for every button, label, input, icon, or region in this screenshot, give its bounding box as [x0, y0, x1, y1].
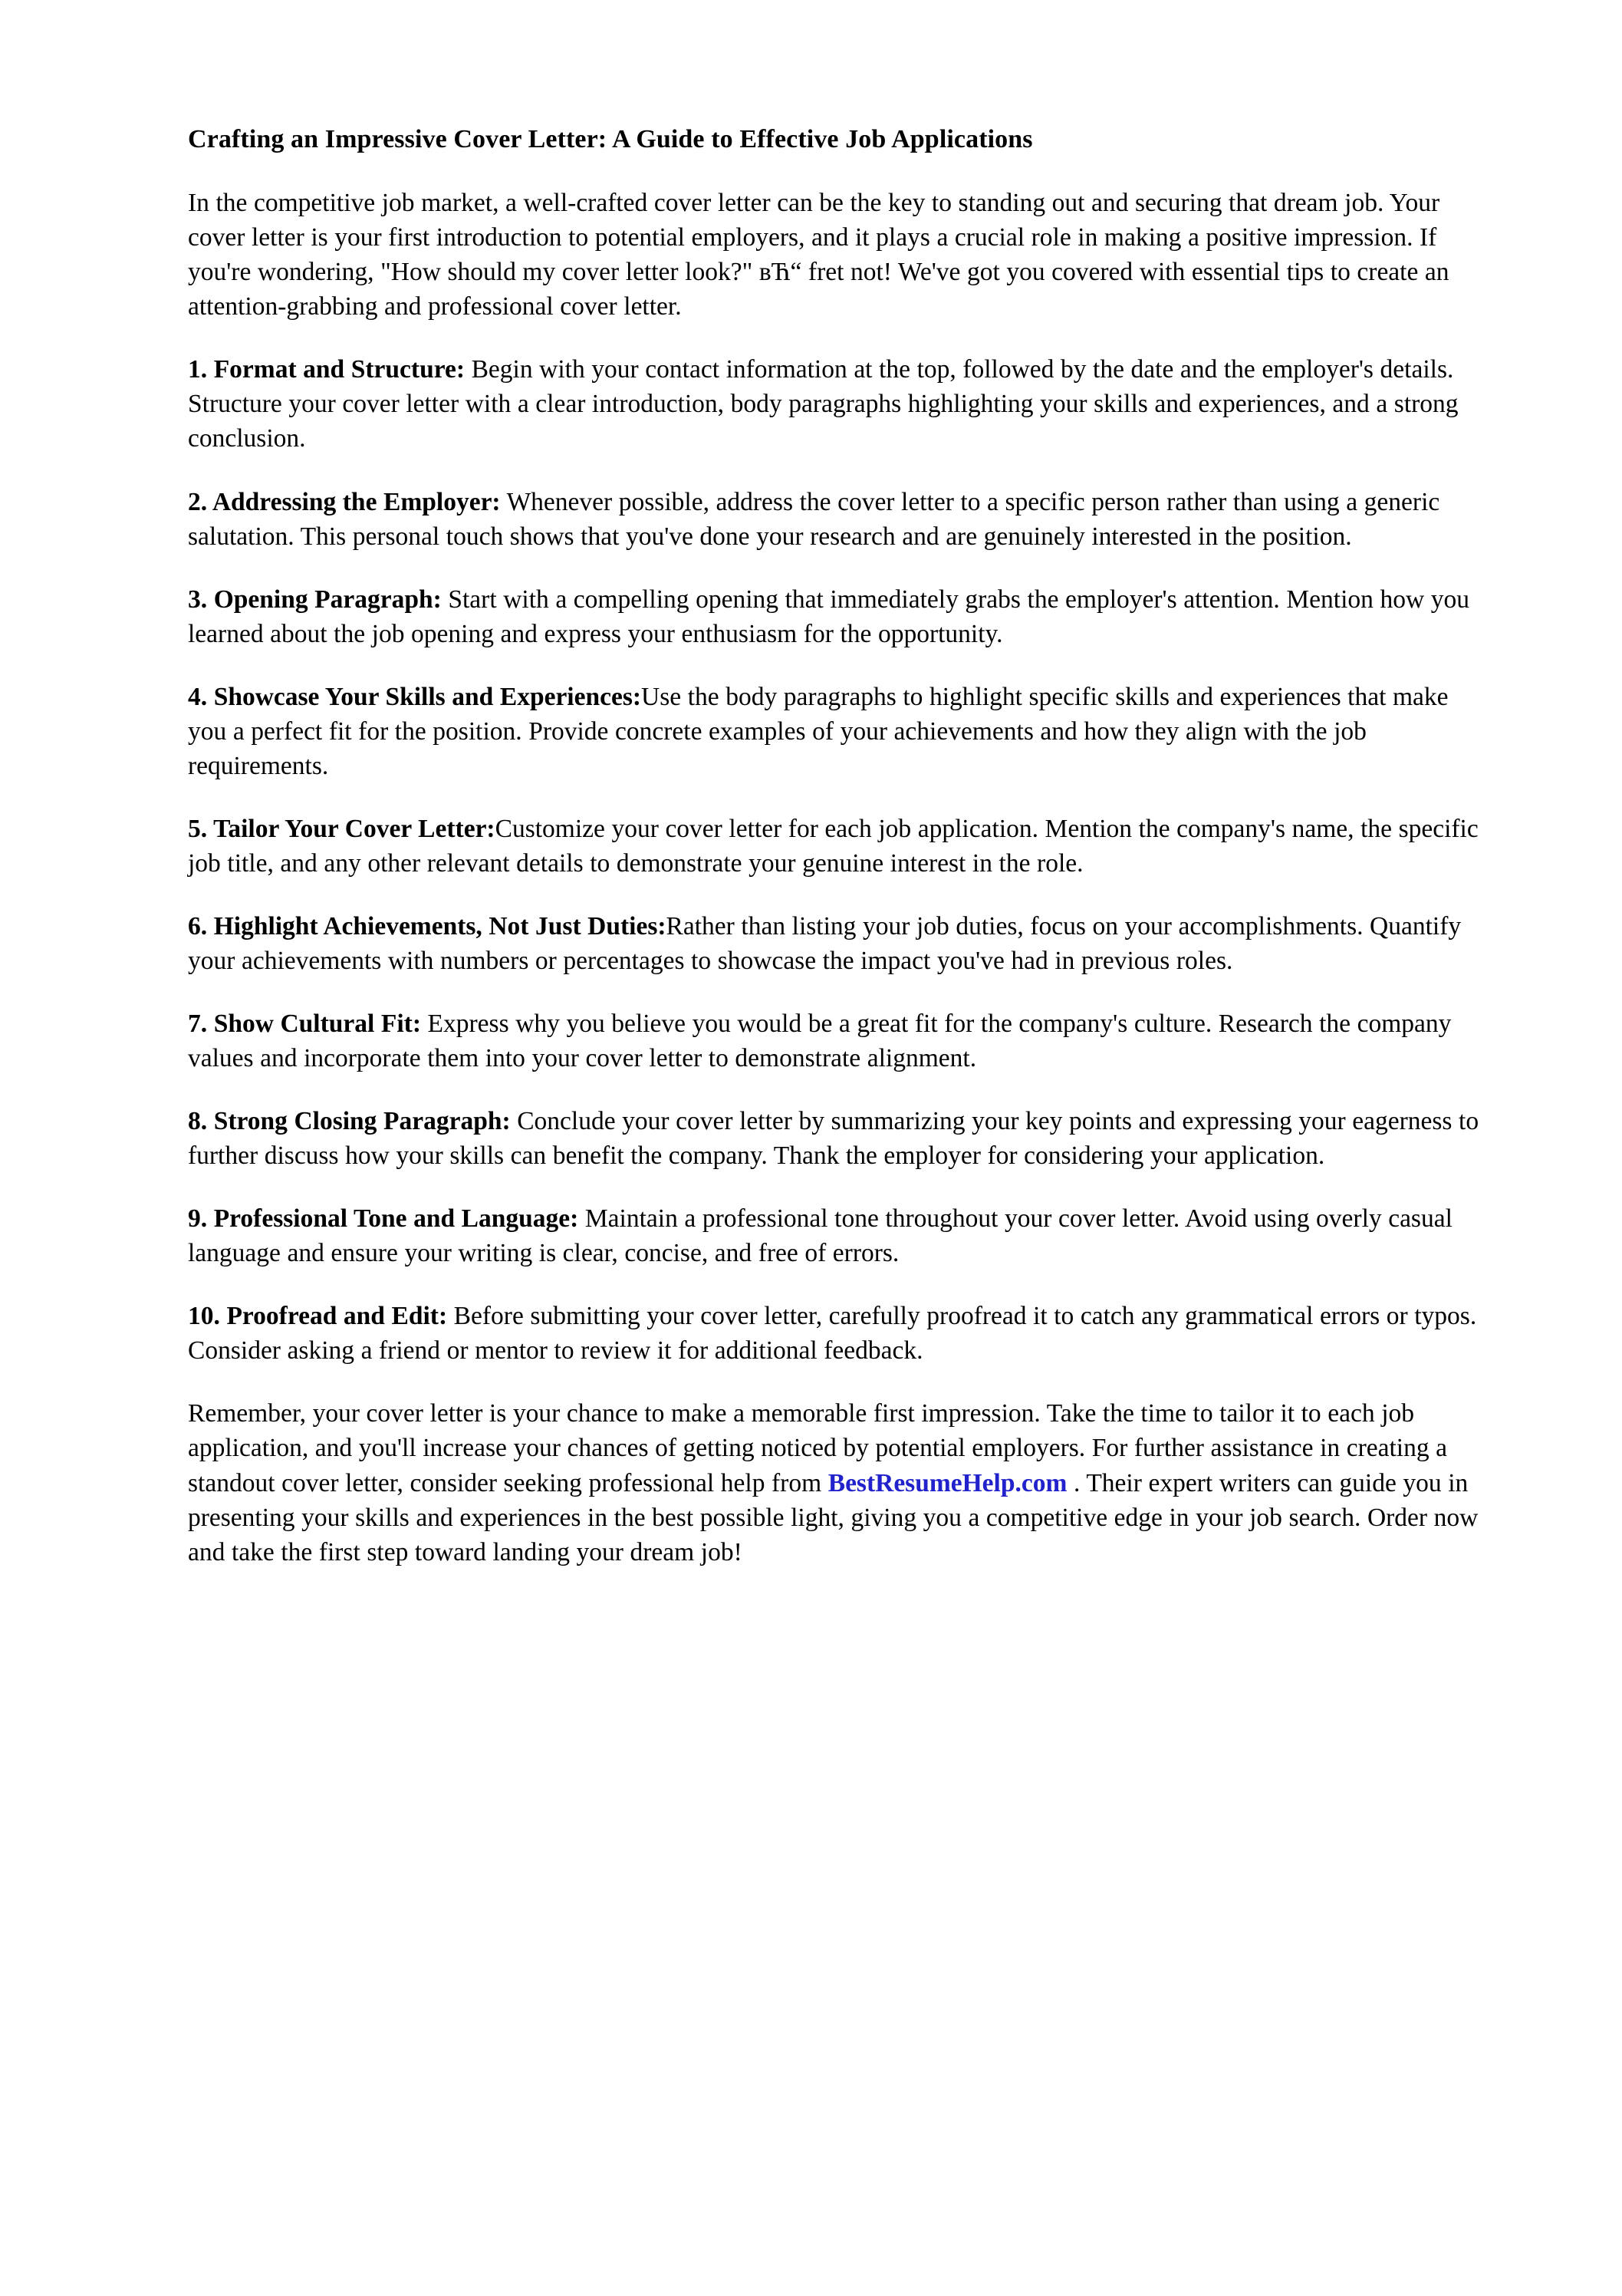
section-paragraph-6 [188, 909, 1485, 978]
document-body [188, 123, 1485, 1570]
section-paragraph-5 [188, 812, 1485, 881]
bestresumehelp-link[interactable]: BestResumeHelp.com [827, 1468, 1068, 1497]
section-paragraph-9 [188, 1201, 1485, 1270]
section-body-2: Whenever possible, address the cover letter to a specific person rather than using a generic salutation. This personal touch shows that you've done your research and are genuinely interested in the position. [188, 487, 1440, 551]
section-paragraph-4 [188, 680, 1485, 783]
section-lead-6: 6. Highlight Achievements, Not Just Duties: [188, 911, 666, 940]
section-lead-10: 10. Proofread and Edit: [188, 1302, 448, 1331]
page-title: Crafting an Impressive Cover Letter: A Guide to Effective Job Applications [188, 125, 1033, 153]
section-lead-4: 4. Showcase Your Skills and Experiences: [188, 682, 642, 711]
section-lead-2: 2. Addressing the Employer: [188, 487, 501, 516]
section-paragraph-10 [188, 1299, 1485, 1368]
section-paragraph-2 [188, 485, 1485, 554]
section-body-4: Use the body paragraphs to highlight specific skills and experiences that make you a perfect fit for the position. Provide concrete examples of your achievements and how they align with the job requirements. [188, 682, 1449, 780]
section-body-10: Before submitting your cover letter, carefully proofread it to catch any grammatical errors or typos. Consider asking a friend or mentor to review it for additional feedback. [188, 1302, 1477, 1365]
intro-paragraph: In the competitive job market, a well-crafted cover letter can be the key to standing out and securing that dream job. Your cover letter is your first introduction to potential employers, and it plays a crucial role in making a positive impression. If you're wondering, "How should my cover letter look?" вЋ“ fret not! We've got you covered with essential tips to create an attention-grabbing and professional cover letter. [188, 189, 1449, 321]
section-body-5: Customize your cover letter for each job application. Mention the company's name, the specific job title, and any other relevant details to demonstrate your genuine interest in the role. [188, 814, 1479, 878]
section-paragraph-3 [188, 582, 1485, 651]
section-paragraph-8 [188, 1104, 1485, 1173]
section-paragraph-7 [188, 1006, 1485, 1076]
section-body-3: Start with a compelling opening that immediately grabs the employer's attention. Mention how you learned about the job opening and express your enthusiasm for the opportunity. [188, 585, 1469, 648]
section-body-6: Rather than listing your job duties, focus on your accomplishments. Quantify your achievements with numbers or percentages to showcase the impact you've had in previous roles. [188, 911, 1462, 975]
section-lead-5: 5. Tailor Your Cover Letter: [188, 814, 495, 843]
section-body-1: Begin with your contact information at the top, followed by the date and the employer's details. Structure your cover letter with a clear introduction, body paragraphs highlighting your skills and experiences, and a strong conclusion. [188, 355, 1459, 453]
section-paragraph-1 [188, 352, 1485, 456]
section-lead-9: 9. Professional Tone and Language: [188, 1204, 579, 1234]
section-body-8: Conclude your cover letter by summarizing your key points and expressing your eagerness to further discuss how your skills can benefit the company. Thank the employer for considering your application. [188, 1107, 1479, 1171]
section-body-7: Express why you believe you would be a great fit for the company's culture. Research the company values and incorporate them into your cover letter to demonstrate alignment. [188, 1010, 1452, 1073]
section-lead-8: 8. Strong Closing Paragraph: [188, 1107, 511, 1136]
section-lead-3: 3. Opening Paragraph: [188, 585, 442, 614]
section-lead-1: 1. Format and Structure: [188, 355, 465, 384]
closing-text-after-link: . Their expert writers can guide you in presenting your skills and experiences in the best possible light, giving you a competitive edge in your job search. Order now and take the first step toward landing your dream job! [188, 1468, 1479, 1566]
section-lead-7: 7. Show Cultural Fit: [188, 1010, 421, 1039]
section-body-9: Maintain a professional tone throughout your cover letter. Avoid using overly casual language and ensure your writing is clear, concise, and free of errors. [188, 1204, 1453, 1268]
closing-paragraph [188, 1396, 1485, 1569]
closing-text-before-link: Remember, your cover letter is your chance to make a memorable first impression. Take the time to tailor it to each job application, and you'll increase your chances of getting noticed by potential employers. For further assistance in creating a standout cover letter, consider seeking professional help from [188, 1399, 1448, 1497]
